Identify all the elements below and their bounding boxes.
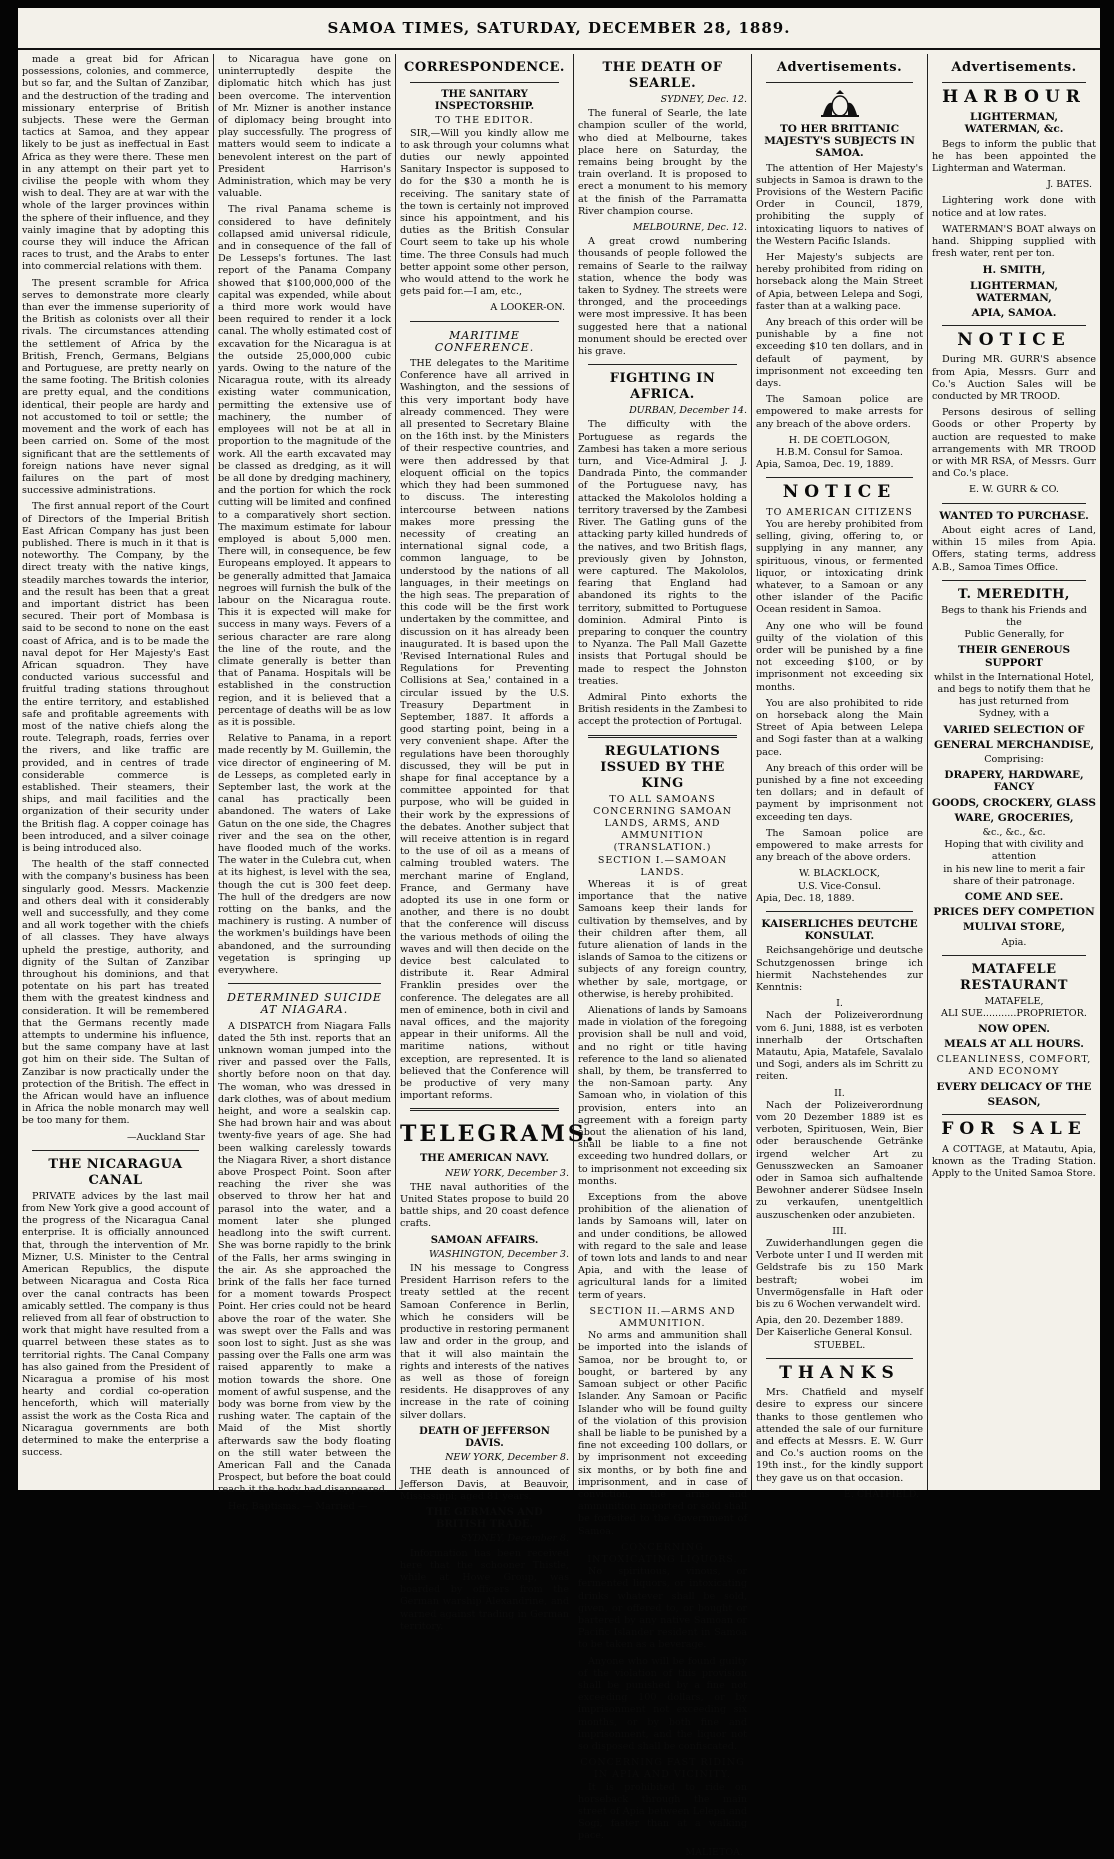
signature: STUEBEL. (813, 1339, 866, 1351)
regulations-to: TO ALL SAMOANS (609, 793, 716, 805)
ad-line: ALI SUE...........PROPRIETOR. (941, 1007, 1087, 1019)
headline-german: KAISERLICHES DEUTCHE KONSULAT. (761, 917, 918, 943)
ad-line: H. SMITH, (982, 264, 1046, 277)
ad-paragraph: Lightering work done with notice and at low rates. (932, 195, 1096, 219)
ad-line: Begs to thank his Friends and the (941, 604, 1087, 628)
section-heading: SECTION II.—ARMS AND AMMUNITION. (589, 1305, 736, 1330)
divider (942, 503, 1086, 504)
article-paragraph: It is prohibited to ride on horseback through the main street of Apia between Lelepa and Sogi, faster than at a walking pace. (578, 1781, 747, 1842)
article-paragraph: Anyone who will be found guilty of the violation of this provision shall be punished by a fine not exceeding 100 dollars, or by imprisonment not exceeding six months, or by both fine and imprisonment, and the liquor not so disposed shall be confiscated. (578, 1655, 747, 1752)
section-number: I. (836, 998, 843, 1010)
ad-paragraph: A COTTAGE, at Matautu, Apia, known as the Trading Station. Apply to the United Samoa Store. (932, 1143, 1096, 1180)
masthead (18, 8, 1100, 50)
ad-line: VARIED SELECTION OF (943, 723, 1085, 736)
to-editor: TO THE EDITOR. (435, 115, 534, 127)
headline-notice: NOTICE (782, 482, 897, 503)
dateline: SYDNEY, December 8. (460, 1533, 569, 1545)
dateline: SYDNEY, Dec. 12. (660, 94, 747, 105)
dateline: DURBAN, December 14. (629, 405, 747, 417)
ad-line: &c., &c., &c. (982, 826, 1046, 838)
article-paragraph: THE delegates to the Maritime Conference have all arrived in Washington, and the sessions of this very important body have already commenced. They were all presented to Secretary Blaine on the 16th inst. by the Ministers of their respective countries, and were then addressed by that eloquent official on the topics which they had been summoned to discuss. The interesting intercourse between nations makes more pressing the necessity of creating an international signal code, a common language, to be understood by the nations of all languages, in their meetings on the high seas. The preparation of this code will be the first work undertaken by the committee, and discussion on it has already been inaugurated. It is based upon the 'Revised International Rules and Regulations for Preventing Collisions at Sea,' contained in a circular issued by the U.S. Treasury Department in September, 1887. It affords a good starting point, being in a very convenient shape. After the regulations have been thoroughly discussed, they will be put in shape for final acceptance by a committee appointed for that purpose, who will be guided in their work by the expressions of the debates. Another subject that will receive attention is in regard to the use of oil as a means of calming troubled waters. The merchant marine of England, France, and Germany have adopted its use in one form or another, and there is no doubt that the conference will discuss the various methods of oiling the waves and will then decide on the device best calculated to distribute it. Rear Admiral Franklin presides over the conference. The delegates are all men of eminence, both in civil and naval offices, and the majority appear in their uniforms. All the maritime nations, without exception, are represented. It is believed that the Conference will be productive of very many important reforms. (400, 358, 569, 1102)
section-number: II. (834, 1087, 845, 1099)
column-4 (574, 54, 752, 1858)
ad-line: CLEANLINESS, COMFORT, AND ECONOMY (936, 1053, 1092, 1077)
headline-suicide: DETERMINED SUICIDE AT NIAGARA. (227, 991, 382, 1017)
divider (588, 364, 737, 365)
ad-line: in his new line to merit a fair (943, 863, 1085, 875)
column-1 (18, 54, 214, 1490)
article-paragraph: The present scramble for Africa serves to demonstrate more clearly than ever the immense superiority of the British as colonists over all their rivals. The circumstances attending the settlement of Africa by the British, French, Germans, Belgians and Portuguese, are pretty nearly on the same footing. The British colonies are pretty equal, and the conditions identical, their people are hardy and not accustomed to toil or settle; the movement and the work of each has been carried on. Some of the most significant that are the settlements of foreign nations have never signal failures on the part of most successive administrations. (22, 277, 209, 497)
divider (942, 955, 1086, 956)
divider (942, 1114, 1086, 1115)
dateline: NEW YORK, December 8. (445, 1452, 569, 1464)
notice-paragraph: Reichsangehörige und deutsche Schutzgenossen bringe ich hiermit Nachstehendes zur Kenntnis: (756, 945, 923, 993)
headline-telegrams: TELEGRAMS. (400, 1121, 597, 1148)
ad-line: THEIR GENEROUS SUPPORT (957, 644, 1071, 669)
article-paragraph: THE naval authorities of the United States propose to build 20 battle ships, and 20 coast defence crafts. (400, 1181, 569, 1230)
ad-line: MULIVAI STORE, (962, 921, 1066, 934)
signature: J. BATES. (1047, 179, 1092, 191)
headline-fighting: FIGHTING IN AFRICA. (609, 371, 716, 403)
section-heading: SECTION I.—SAMOAN LANDS. (597, 854, 728, 878)
notice-paragraph: Any one who will be found guilty of the violation of this order will be punished by a fine not exceeding $100, or by imprisonment not exceeding six months. (756, 620, 923, 693)
signature-title: U.S. Vice-Consul. (797, 880, 882, 892)
ad-line: MEALS AT ALL HOURS. (944, 1038, 1084, 1051)
notice-date: Apia, Dec. 18, 1889. (756, 892, 855, 904)
headline-germans: THE GERMANS AND BRITISH TRADE. (426, 1506, 543, 1531)
headline-samoan: SAMOAN AFFAIRS. (430, 1234, 539, 1246)
article-paragraph: A DISPATCH from Niagara Falls dated the 5th inst. reports that an unknown woman jumped into the river and passed over the Falls, shortly before noon on that day. The woman, who was dressed in dark clothes, was of about medium height, and wore a sealskin cap. She had brown hair and was about twenty-five years of age. She had been walking carelessly towards the Niagara River, a short distance above Prospect Point. Soon after reaching the river she was observed to throw her hat and parasol into the water, and a moment later she plunged headlong into the swift current. She was borne rapidly to the brink of the Falls, her arms swinging in the air. As she approached the brink of the falls her face turned for a moment towards Prospect Point. Her cries could not be heard above the roar of the water. She was swept over the Falls and was soon lost to sight. Just as she was passing over the Falls one arm was raised apparently to make a motion towards the shore. One moment of awful suspense, and the body was borne from view by the rushing water. The captain of the Maid of the Mist shortly afterwards saw the body floating on the still water between the American Fall and the Canada Prospect, but before the boat could reach it the body had disappeared. (218, 1020, 391, 1496)
ad-paragraph: About eight acres of Land, within 15 miles from Apia. Offers, stating terms, address A.B., Samoa Times Office. (932, 524, 1096, 573)
ad-line: COME AND SEE. (964, 890, 1064, 903)
ad-line: NOW OPEN. (978, 1023, 1050, 1036)
ad-line: Sydney, with a (978, 708, 1050, 720)
dateline: NEW YORK, December 3. (445, 1167, 569, 1179)
divider (942, 82, 1086, 83)
article-paragraph: Information has been received here that the schooner Thistle, while at Howe Group, was boarded by officers from the German warship Alexandrine, and warned against trading in German territory. (400, 1547, 569, 1632)
signature: H. DE COETLOGON, (788, 434, 891, 446)
notice-to: TO AMERICAN CITIZENS (766, 506, 913, 518)
notice-paragraph: The attention of Her Majesty's subjects in Samoa is drawn to the Provisions of the Western Pacific Order in Council, 1879, prohibiting the supply of intoxicating liquors to natives of the Western Pacific Islands. (756, 162, 923, 247)
headline-navy: THE AMERICAN NAVY. (419, 1153, 550, 1165)
headline-nicaragua: THE NICARAGUA CANAL (48, 1156, 183, 1188)
ad-line: Comprising: (984, 753, 1044, 765)
article-paragraph: The first annual report of the Court of Directors of the Imperial British East African Company has just been published. There is much in it that is noteworthy. The Company, by the direct treaty with the native kings, steadily marches towards the interior, and the result has been that a great and important district has been secured. Their port of Mombasa is said to be second to none on the east coast of Africa, and is to be made the naval depot for Her Majesty's East African squadron. They have conducted various successful and fruitful trading stations throughout the entire territory, and established safe and profitable agreements with most of the native chiefs along the route. Telegraph, roads, ferries over the rivers, and like traffic are provided, and in centres of trade considerable commerce is established. Their steamers, their ships, and mail facilities and the organization of their security under the British flag. A copper coinage has been introduced, and a silver coinage is being introduced also. (22, 501, 209, 854)
translation-note: (TRANSLATION.) (613, 842, 712, 854)
newspaper-page (18, 8, 1100, 1858)
section-number: III. (832, 1225, 847, 1237)
ad-paragraph: Begs to inform the public that he has been appointed the Lighterman and Waterman. (932, 138, 1096, 175)
article-paragraph: The difficulty with the Portuguese as regards the Zambesi has taken a more serious turn, and Vice-Admiral J. J. Dandrada Pinto, the commander of the Portuguese navy, has attacked the Makololos holding a territory traversed by the Zambesi River. The Gatling guns of the attacking party killed hundreds of the natives, and two British flags, previously given by Johnston, were captured. The Makololos, fearing that England had abandoned its rights to the territory, submitted to Portuguese dominion. Admiral Pinto is preparing to conquer the country to Nyanza. The Pall Mall Gazette insists that Portugal should be made to respect the Johnston treaties. (578, 419, 747, 687)
headline-brittanic: TO HER BRITTANIC MAJESTY'S SUBJECTS IN SAMOA. (764, 123, 915, 160)
article-source: —Auckland Star (126, 1131, 205, 1143)
ad-line: whilst in the International Hotel, and begs to notify them that he has just returned from (934, 671, 1094, 708)
ad-paragraph: Persons desirous of selling Goods or other Property by auction are requested to make arrangements with MR TROOD or with MR RSA, of Messrs. Gurr and Co.'s place. (932, 407, 1096, 480)
headline-davis: DEATH OF JEFFERSON DAVIS. (419, 1425, 550, 1449)
ads-heading: Advertisements. (951, 60, 1077, 75)
columns (18, 54, 1100, 1858)
divider (766, 911, 913, 912)
article-paragraph: to Nicaragua have gone on uninterruptedly despite the diplomatic hitch which has just been overcome. The intervention of Mr. Mizner is another instance of diplomacy being brought into play successfully. The progress of matters would seem to indicate a benevolent interest on the part of President Harrison's Administration, which may be very valuable. (218, 54, 391, 200)
article-paragraph: Her, Baptisms. — Married — (228, 1500, 368, 1512)
ad-line: EVERY DELICACY OF THE (936, 1081, 1092, 1093)
headline-correspondence: CORRESPONDENCE. (404, 60, 565, 75)
headline-sanitary: THE SANITARY INSPECTORSHIP. (434, 89, 535, 113)
signature: MALIETOA. (685, 1846, 743, 1858)
headline-thanks: THANKS (779, 1362, 900, 1383)
article-paragraph: THE death is announced of Jefferson Davis, at Beauvoir, Mississippi; aged 81 years. (400, 1466, 569, 1502)
ad-line: APIA, SAMOA. (971, 307, 1057, 320)
headline-wanted: WANTED TO PURCHASE. (939, 509, 1089, 522)
notice-paragraph: The Samoan police are empowered to make arrests for any breach of the above orders. (756, 394, 923, 430)
ad-line: GOODS, CROCKERY, GLASS (932, 796, 1096, 809)
article-paragraph: Exceptions from the above prohibition of the alienation of lands by Samoans will, later on and under conditions, be allowed with regard to the sale and lease of town lots and lands to and near Apia, and with the lease of agricultural lands for a limited term of years. (578, 1192, 747, 1301)
divider (942, 325, 1086, 326)
notice-paragraph: Zuwiderhandlungen gegen die Verbote unter I und II werden mit Geldstrafe bis zu 150 Mark bestraft; wobei im Unvermögensfalle in Haft oder bis zu 6 Wochen verwandelt wird. (756, 1238, 923, 1311)
notice-date: Apia, Samoa, Dec. 19, 1889. (756, 459, 894, 471)
headline-notice: NOTICE (957, 330, 1071, 351)
headline-matafele: MATAFELE RESTAURANT (960, 961, 1068, 993)
divider (228, 983, 381, 984)
ad-line: Hoping that with civility and attention (944, 839, 1084, 863)
notice-paragraph: Mrs. Chatfield and myself desire to express our sincere thanks to those gentlemen who attended the sale of our furniture and effects at Messrs. E. W. Gurr and Co.'s auction rooms on the 19th inst., for the kindly support they gave us on that occasion. (756, 1387, 923, 1484)
divider (766, 477, 913, 478)
article-paragraph: IN his message to Congress President Harrison refers to the treaty settled at the recent Samoan Conference in Berlin, which he considers will be productive in restoring permanent law and order in the group, and that it will also maintain the rights and interests of the natives as well as those of foreign residents. He disapproves of any increase in the rate of coining silver dollars. (400, 1263, 569, 1421)
notice-paragraph: Any breach of this order will be punished by a fine not exceeding ten dollars; and in default of payment by imprisonment not exceeding ten days. (756, 762, 923, 823)
headline-searle: THE DEATH OF SEARLE. (602, 60, 723, 91)
notice-date: Apia, den 20. Dezember 1889. (756, 1315, 904, 1327)
article-paragraph: The health of the staff connected with the company's business has been singularly good. Messrs. Mackenzie and others deal with it considerably well and successfully, and they come and all work together with the chiefs of all classes. They have always upheld the prestige, authority, and dignity of the Sultan of Zanzibar throughout his dominions, and that potentate on his part has treated them with the greatest kindness and consideration. It will be remembered that the Germans recently made attempts to undermine his influence, but the same company have at last got him on their side. The Sultan of Zanzibar is now practically under the protection of the British. The effect in the African would have an influence in Africa the noble monarch may well be too many for them. (22, 859, 209, 1127)
ad-paragraph: During MR. GURR'S absence from Apia, Messrs. Gurr and Co.'s Auction Sales will be conducted by MR TROOD. (932, 354, 1096, 403)
article-paragraph: SIR,—Will you kindly allow me to ask through your columns what duties our newly appointed Sanitary Inspector is supposed to do for the $30 a month he is receiving. The sanitary state of the town is certainly not improved since his appointment, and his duties as the British Consular Court seem to take up his whole time. The three Consuls had much better appoint some other person, who would attend to the work he gets paid for.—I am, etc., (400, 127, 569, 298)
notice-paragraph: The Samoan police are empowered to make arrests for any breach of the above orders. (756, 827, 923, 864)
divider (942, 580, 1086, 581)
signature: E. CHATFIELD. (843, 1488, 919, 1500)
column-2 (214, 54, 396, 1512)
ad-line: GENERAL MERCHANDISE, (933, 738, 1095, 751)
article-paragraph: PRIVATE advices by the last mail from New York give a good account of the progress of the Nicaragua Canal enterprise. It is officially announced that, through the intervention of Mr. Mizner, U.S. Minister to the Central American Republics, the dispute between Nicaragua and Costa Rica over the canal contracts has been amicably settled. The company is thus relieved from all fear of obstruction to work that might have resulted from a quarrel between these states as to territorial rights. The Canal Company has also gained from the President of Nicaragua a promise of his most hearty and cordial co-operation henceforth, which will materially assist the work as the Costa Rica and Nicaragua governments are both determined to make the enterprise a success. (22, 1190, 209, 1459)
headline-harbour: HARBOUR (942, 87, 1086, 107)
masthead-title: SAMOA TIMES, SATURDAY, DECEMBER 28, 1889. (327, 19, 791, 37)
notice-paragraph: You are also prohibited to ride on horseback along the Main Street of Apia between Lelepa and Sogi faster than at a walking pace. (756, 697, 923, 758)
signature: A LOOKER-ON. (490, 302, 565, 314)
article-paragraph: Relative to Panama, in a report made recently by M. Guillemin, the vice director of engineering of M. de Lesseps, as completed early in September last, the work at the canal has practically been abandoned. The waters of Lake Gatun on the one side, the Chagres river and the sea on the other, have flooded much of the works. The water in the Culebra cut, when at its highest, is level with the sea, though the cut is 300 feet deep. The hull of the dredgers are now rotting on the banks, and the machinery is rusting. A number of the workmen's buildings have been abandoned, and the surrounding vegetation is springing up everywhere. (218, 733, 391, 977)
ad-line: PRICES DEFY COMPETION (933, 906, 1095, 919)
column-6 (928, 54, 1100, 1490)
divider (32, 1150, 199, 1151)
ad-line: DRAPERY, HARDWARE, FANCY (944, 769, 1084, 794)
divider (410, 82, 559, 83)
signature: E. W. GURR & CO. (969, 484, 1059, 496)
article-paragraph: A great crowd numbering thousands of people followed the remains of Searle to the railway station, whence the body was taken to Sydney. The streets were thronged, and the proceedings were most impressive. It has been suggested here that a national monument should be erected over his grave. (578, 236, 747, 358)
ad-line: SEASON, (987, 1096, 1041, 1109)
notice-paragraph: Nach der Polizeiverordnung vom 6. Juni, 1888, ist es verboten innerhalb der Ortschaften Matautu, Apia, Matafele, Savalalo und Sogi, anders als im Schritt zu reiten. (756, 1010, 923, 1083)
signature: W. BLACKLOCK, (799, 868, 880, 880)
ad-line: LIGHTERMAN, WATERMAN, &c. (964, 111, 1064, 136)
ad-line: share of their patronage. (953, 875, 1075, 887)
ad-paragraph: WATERMAN'S BOAT always on hand. Shipping supplied with fresh water, rent per ton. (932, 223, 1096, 260)
ad-line: WARE, GROCERIES, (954, 811, 1074, 824)
article-paragraph: No arms and ammunition shall be imported into the islands of Samoa, nor be brought to, or bought, or bartered by any Samoan subject or other Pacific Islander. Any Samoan or Pacific Islander who will be found guilty of the violation of this provision shall be liable to be punished by a fine not exceeding 100 dollars, or by imprisonment not exceeding six months, or by both fine and imprisonment, and in case of conviction, the arms and ammunition imported or sold shall be forfeited to the Government of Samoa. (578, 1330, 747, 1537)
article-paragraph: No spirituous, vinous, or fermented liquors, or intoxicating drinks whatever shall be sold, given, or offered to, or bought or bartered by any native Samoan or Pacific Islander resident in Samoa to be taken as a beverage. (578, 1566, 747, 1651)
divider (766, 1358, 913, 1359)
ads-heading: Advertisements. (776, 60, 903, 75)
section-heading: CONCERNING INTOXICATING LIQUORS. (587, 1541, 738, 1565)
column-3 (396, 54, 597, 1632)
ad-line: Public Generally, for (964, 629, 1064, 641)
ad-line: Apia. (1001, 936, 1027, 948)
ad-line: LIGHTERMAN, WATERMAN, (969, 279, 1059, 304)
headline-maritime: MARITIME CONFERENCE. (434, 328, 535, 354)
dateline: MELBOURNE, Dec. 12. (632, 222, 747, 234)
divider (766, 82, 913, 83)
column-5 (752, 54, 928, 1500)
headline-meredith: T. MEREDITH, (958, 586, 1070, 602)
divider (410, 321, 559, 322)
headline-regulations: REGULATIONS ISSUED BY THE KING (600, 743, 725, 791)
article-paragraph: The rival Panama scheme is considered to have definitely collapsed amid universal ridicule, and in consequence of the fall of De Lesseps's fortunes. The last report of the Panama Company showed that $100,000,000 of the capital was expended, while about a third more work would have been required to render it a lock canal. The wholly estimated cost of excavation for the Nicaragua is at the outside 25,000,000 cubic yards. Owing to the nature of the Nicaragua route, with its already existing water communication, permitting the extensive use of machinery, the number of employees will not be at all in proportion to the magnitude of the work. All the earth excavated may be classed as dredging, as it will be all done by dredging machinery, and the portion for which the rock cutting will be limited and confined to a comparatively short section. The maximum estimate for labour employed is about 5,000 men. There will, in consequence, be few Europeans employed. It appears to be generally admitted that Jamaica negroes will furnish the bulk of the labour on the Nicaragua route. This it is expected will make for success in many ways. Fevers of a serious character are rare along the line of the route, and the climate generally is better than that of Panama. Hospitals will be established in the construction region, and it is believed that a percentage of deaths will be as low as it is possible. (218, 204, 391, 728)
article-paragraph: Alienations of lands by Samoans made in violation of the foregoing provision shall be null and void, and no right or title having reference to the land so alienated shall, by them, be transferred to the non-Samoan party. Any Samoan who, in violation of this provision, enters into an agreement with a foreign party about the alienation of his land, shall be liable to a fine not exceeding two hundred dollars, or to imprisonment not exceeding six months. (578, 1005, 747, 1187)
section-heading: CONCERNING FAST RIDING IN APIA AND VICINITY. (580, 1757, 745, 1781)
article-paragraph: The funeral of Searle, the late champion sculler of the world, who died at Melbourne, takes place here on Saturday, the remains being brought by the train overland. It is proposed to erect a monument to his memory at the finish of the Parramatta River champion course. (578, 108, 747, 217)
notice-paragraph: Her Majesty's subjects are hereby prohibited from riding on horseback along the Main Street of Apia, between Lelepa and Sogi, faster than at a walking pace. (756, 252, 923, 312)
dateline: WASHINGTON, December 3. (429, 1248, 569, 1260)
signature-title: H.B.M. Consul for Samoa. (776, 447, 903, 459)
headline-for-sale: FOR SALE (941, 1119, 1087, 1140)
article-paragraph: Admiral Pinto exhorts the British residents in the Zambesi to accept the protection of Portugal. (578, 691, 747, 728)
notice-paragraph: Any breach of this order will be punishable by a fine not exceeding $10 ten dollars, and in default of payment, by imprisonment not exceeding ten days. (756, 317, 923, 390)
notice-paragraph: You are hereby prohibited from selling, giving, offering to, or supplying in any manner, any spirituous, vinous, or fermented liquor, or intoxicating drink whatever, to a Samoan or any other islander of the Pacific Ocean resident in Samoa. (756, 518, 923, 616)
ad-line: MATAFELE, (984, 995, 1044, 1007)
divider (410, 1108, 559, 1111)
divider (588, 735, 737, 738)
royal-crest-icon (817, 89, 863, 119)
article-paragraph: Whereas it is of great importance that the native Samoans keep their lands for cultivation by themselves, and by their children after them, all future alienation of lands in the islands of Samoa to the citizens or subjects of any foreign country, whether by sale, mortgage, or otherwise, is hereby prohibited. (578, 878, 747, 1000)
article-paragraph: made a great bid for African possessions, colonies, and commerce, but so far, and the Sultan of Zanzibar, and the destruction of the trading and missionary enterprise of British subjects. These were the German tactics at Samoa, and they appear likely to be just as ineffectual in East Africa as they were there. These men in any attempt on their part yet to civilise the people with whom they wish to deal. They are at war with the whole of the larger provinces within the sphere of their influence, and they vainly imagine that by adopting this course they will induce the African races to trust, and the Arabs to enter into commercial relations with them. (22, 54, 209, 273)
signature-title: Der Kaiserliche General Konsul. (756, 1327, 913, 1339)
notice-paragraph: Nach der Polizeiverordnung vom 20 Dezember 1889 ist es verboten, Spirituosen, Wein, Bier oder berauschende Getränke irgend welcher Art zu Genusszwecken an Samoaner oder in Samoa sich aufhaltende Bewohner anderer Südsee Inseln zu verkaufen, unentgeltlich auszuschenken oder anzubieten. (756, 1099, 923, 1221)
regulations-subject: CONCERNING SAMOAN LANDS, ARMS, AND AMMUNITION (593, 805, 732, 842)
